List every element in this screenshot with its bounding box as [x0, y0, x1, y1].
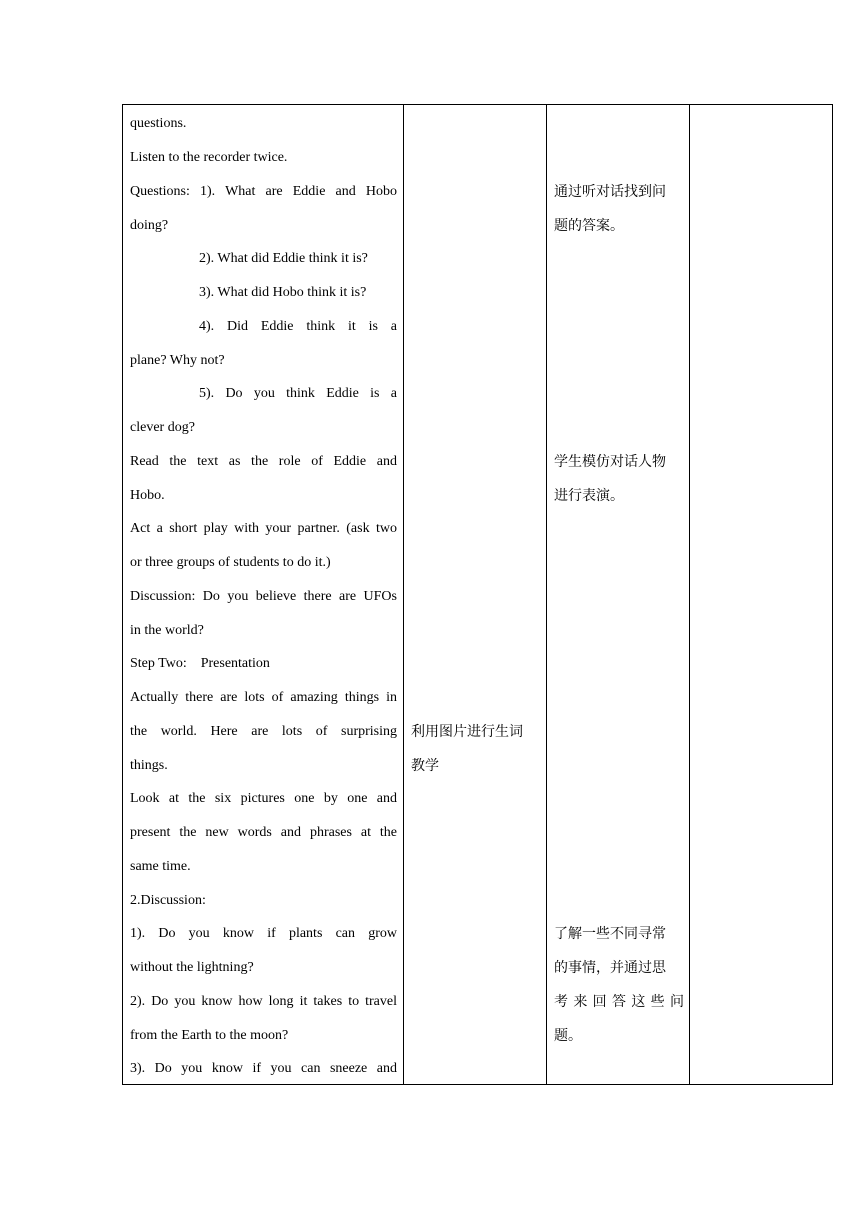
text-line: or three groups of students to do it.) [130, 555, 331, 570]
text-line: plane? Why not? [130, 353, 225, 368]
text-line: clever dog? [130, 420, 195, 435]
step-heading: Step Two: Presentation [130, 656, 270, 671]
text-line: 教学 [411, 758, 439, 774]
text-line: Read the text as the role of Eddie and [130, 454, 397, 469]
text-line: 考来回答这些问 [554, 994, 684, 1010]
text-line: Questions: 1). What are Eddie and Hobo [130, 184, 397, 199]
text-line: 通过听对话找到问 [554, 184, 666, 200]
text-line: 利用图片进行生词 [411, 724, 523, 740]
text-line: in the world? [130, 623, 204, 638]
text-line: doing? [130, 218, 169, 233]
text-line: the world. Here are lots of surprising [130, 724, 397, 739]
text-line: 题。 [554, 1028, 582, 1044]
text-line: Actually there are lots of amazing things in [130, 690, 397, 705]
text-line: same time. [130, 859, 191, 874]
text-line: questions. [130, 116, 187, 131]
text-line: 1). Do you know if plants can grow [130, 926, 397, 941]
text-line: things. [130, 758, 168, 773]
text-line: 4). Did Eddie think it is a [199, 319, 397, 334]
text-line: Listen to the recorder twice. [130, 150, 288, 165]
text-line: 题的答案。 [554, 218, 624, 234]
text-line: 2.Discussion: [130, 893, 206, 908]
text-line: Act a short play with your partner. (ask two [130, 521, 397, 536]
text-line: 2). What did Eddie think it is? [199, 251, 368, 266]
text-line: 进行表演。 [554, 488, 624, 504]
column-divider [689, 105, 690, 1084]
text-line: 的事情，并通过思 [554, 960, 666, 976]
text-line: from the Earth to the moon? [130, 1028, 289, 1043]
text-line: 学生模仿对话人物 [554, 454, 666, 470]
text-line: 5). Do you think Eddie is a [199, 386, 397, 401]
text-line: 了解一些不同寻常 [554, 926, 666, 942]
column-divider [403, 105, 404, 1084]
text-line: without the lightning? [130, 960, 254, 975]
text-line: 3). Do you know if you can sneeze and [130, 1061, 397, 1076]
text-line: Look at the six pictures one by one and [130, 791, 397, 806]
text-line: Discussion: Do you believe there are UFOs [130, 589, 397, 604]
text-line: 2). Do you know how long it takes to travel [130, 994, 397, 1009]
column-divider [546, 105, 547, 1084]
text-line: 3). What did Hobo think it is? [199, 285, 367, 300]
lesson-table [122, 104, 833, 1085]
text-line: Hobo. [130, 488, 165, 503]
text-line: present the new words and phrases at the [130, 825, 397, 840]
